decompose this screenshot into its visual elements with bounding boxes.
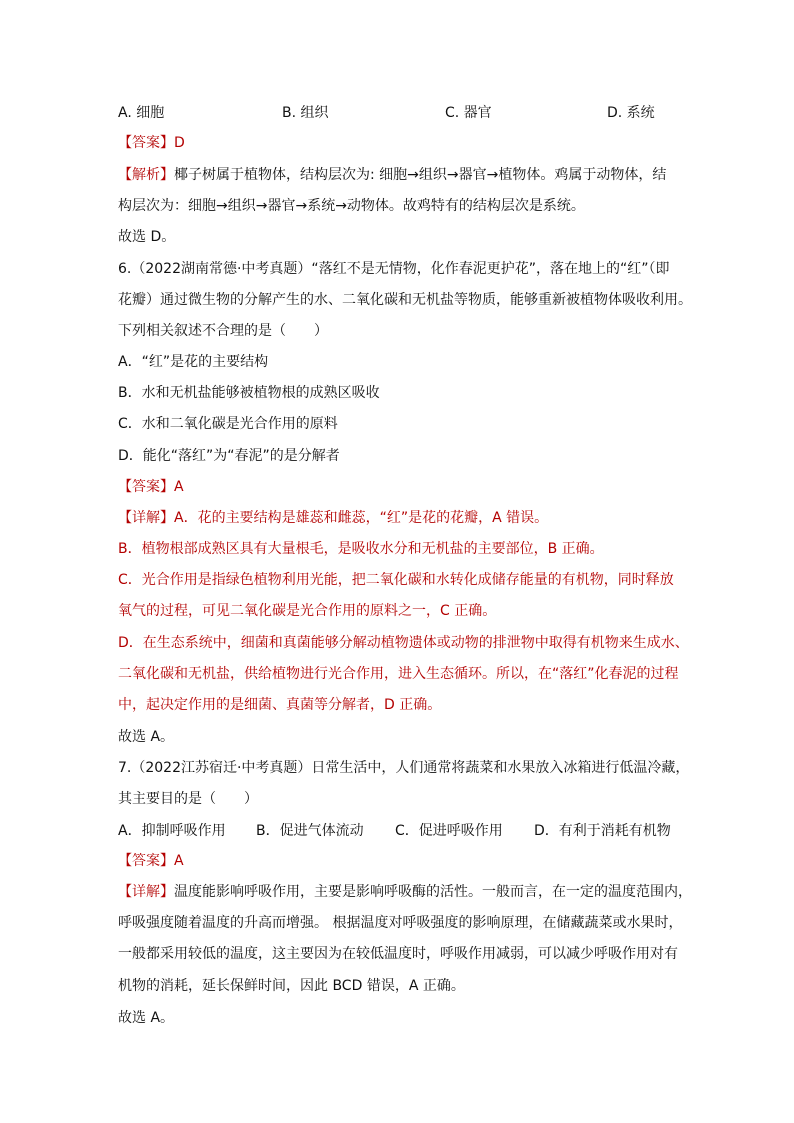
q7-answer	[118, 851, 184, 871]
q6-stem-line-2: 花瓣）通过微生物的分解产生的水、二氧化碳和无机盐等物质，能够重新被植物体吸收利用。	[118, 292, 692, 308]
answer-value: D	[174, 135, 185, 151]
q7-option-a: A．抑制呼吸作用	[118, 823, 226, 839]
detail-text: A．花的主要结构是雄蕊和雌蕊，“红”是花的花瓣，A 错误。	[174, 510, 549, 526]
q6-detail-c-1: C．光合作用是指绿色植物利用光能，把二氧化碳和水转化成储存能量的有机物，同时释放	[118, 572, 674, 588]
q7-detail-line-3: 一般都采用较低的温度，这主要因为在较低温度时，呼吸作用减弱，可以减少呼吸作用对有	[118, 946, 678, 962]
detail-tag: 【详解】	[118, 884, 174, 900]
q7-detail-line-1	[118, 882, 692, 902]
q5-option-c: C. 器官	[445, 105, 492, 121]
analysis-tag: 【解析】	[118, 167, 174, 183]
answer-tag: 【答案】	[118, 853, 174, 869]
q5-analysis-line-1	[118, 165, 666, 185]
q7-stem-line-2: 其主要目的是（ ）	[118, 791, 258, 807]
q6-answer	[118, 477, 184, 497]
q6-stem-line-1: 6.（2022湖南常德·中考真题）“落红不是无情物，化作春泥更护花”，落在地上的“红”（即	[118, 261, 670, 277]
q5-option-a: A. 细胞	[118, 105, 165, 121]
q6-detail-d-3: 中，起决定作用的是细菌、真菌等分解者，D 正确。	[118, 697, 442, 713]
q6-conclusion: 故选 A。	[118, 729, 175, 745]
q5-conclusion: 故选 D。	[118, 229, 176, 245]
q5-option-d: D. 系统	[607, 105, 655, 121]
detail-text: 温度能影响呼吸作用，主要是影响呼吸酶的活性。一般而言，在一定的温度范围内，	[174, 884, 692, 900]
answer-tag: 【答案】	[118, 135, 174, 151]
q6-option-a: A．“红”是花的主要结构	[118, 354, 269, 370]
q6-option-b: B．水和无机盐能够被植物根的成熟区吸收	[118, 385, 380, 401]
q5-answer	[118, 133, 185, 153]
detail-tag: 【详解】	[118, 510, 174, 526]
q6-option-d: D．能化“落红”为“春泥”的是分解者	[118, 448, 340, 464]
q7-option-c: C．促进呼吸作用	[395, 823, 503, 839]
q7-detail-line-2: 呼吸强度随着温度的升高而增强。 根据温度对呼吸强度的影响原理，在储藏蔬菜或水果时，	[118, 915, 683, 931]
q5-analysis-line-2: 构层次为：细胞→组织→器官→系统→动物体。故鸡特有的结构层次是系统。	[118, 198, 585, 214]
q6-stem-line-3: 下列相关叙述不合理的是（ ）	[118, 323, 328, 339]
q7-stem-line-1: 7.（2022江苏宿迁·中考真题）日常生活中，人们通常将蔬菜和水果放入冰箱进行低温冷藏，	[118, 760, 690, 776]
analysis-text: 椰子树属于植物体，结构层次为: 细胞→组织→器官→植物体。鸡属于动物体，结	[174, 167, 667, 183]
q5-option-b: B. 组织	[282, 105, 329, 121]
q7-detail-line-4: 机物的消耗，延长保鲜时间，因此 BCD 错误，A 正确。	[118, 978, 465, 994]
answer-value: A	[174, 853, 184, 869]
answer-value: A	[174, 479, 184, 495]
q6-detail-d-2: 二氧化碳和无机盐，供给植物进行光合作用，进入生态循环。所以，在“落红”化春泥的过程	[118, 666, 679, 682]
q6-detail-a	[118, 508, 548, 528]
q6-detail-c-2: 氧气的过程，可见二氧化碳是光合作用的原料之一，C 正确。	[118, 603, 497, 619]
q6-detail-b: B．植物根部成熟区具有大量根毛，是吸收水分和无机盐的主要部位，B 正确。	[118, 541, 604, 557]
q6-detail-d-1: D．在生态系统中，细菌和真菌能够分解动植物遗体或动物的排泄物中取得有机物来生成水、	[118, 635, 689, 651]
q7-conclusion: 故选 A。	[118, 1010, 175, 1026]
q7-option-d: D．有利于消耗有机物	[534, 823, 671, 839]
q7-option-b: B．促进气体流动	[256, 823, 364, 839]
answer-tag: 【答案】	[118, 479, 174, 495]
q6-option-c: C．水和二氧化碳是光合作用的原料	[118, 416, 338, 432]
